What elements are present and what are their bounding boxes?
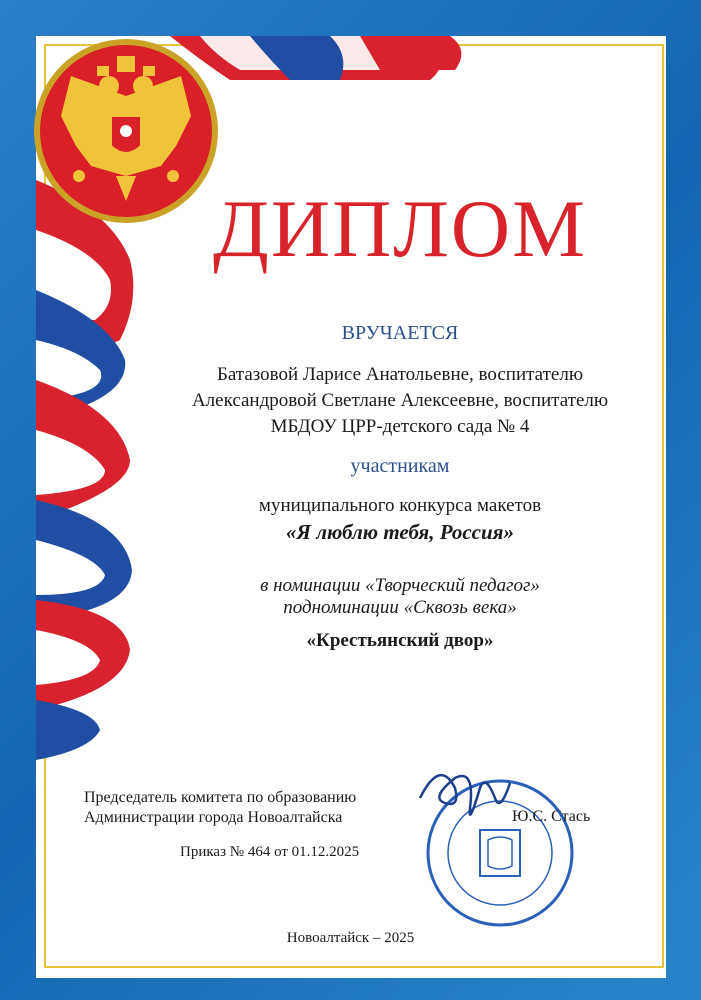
chairman-line-2: Администрации города Новоалтайска: [84, 809, 343, 826]
signer-name: Ю.С. Стась: [512, 808, 591, 825]
recipient-1: Батазовой Ларисе Анатольевне, воспитателю: [216, 364, 584, 385]
recipient-2: Александровой Светлане Алексеевне, воспитателю: [191, 390, 609, 411]
presented-label: ВРУЧАЕТСЯ: [341, 322, 459, 344]
order-number: Приказ № 464 от 01.12.2025: [180, 844, 360, 860]
participants-label: участникам: [350, 455, 450, 477]
chairman-line-1: Председатель комитета по образованию: [84, 789, 357, 806]
nomination-text: в номинации «Творческий педагог»: [260, 575, 540, 596]
contest-name: «Я люблю тебя, Россия»: [286, 520, 514, 544]
subnomination-text: подноминации «Сквозь века»: [283, 597, 517, 618]
contest-text: муниципального конкурса макетов: [258, 495, 542, 516]
official-stamp-icon: [400, 748, 590, 938]
chairman-title: [84, 788, 404, 828]
city-year: Новоалтайск – 2025: [286, 930, 415, 946]
recipient-3: МБДОУ ЦРР-детского сада № 4: [270, 416, 530, 437]
work-title: «Крестьянский двор»: [306, 630, 494, 651]
diploma-title: ДИПЛОМ: [212, 183, 588, 274]
